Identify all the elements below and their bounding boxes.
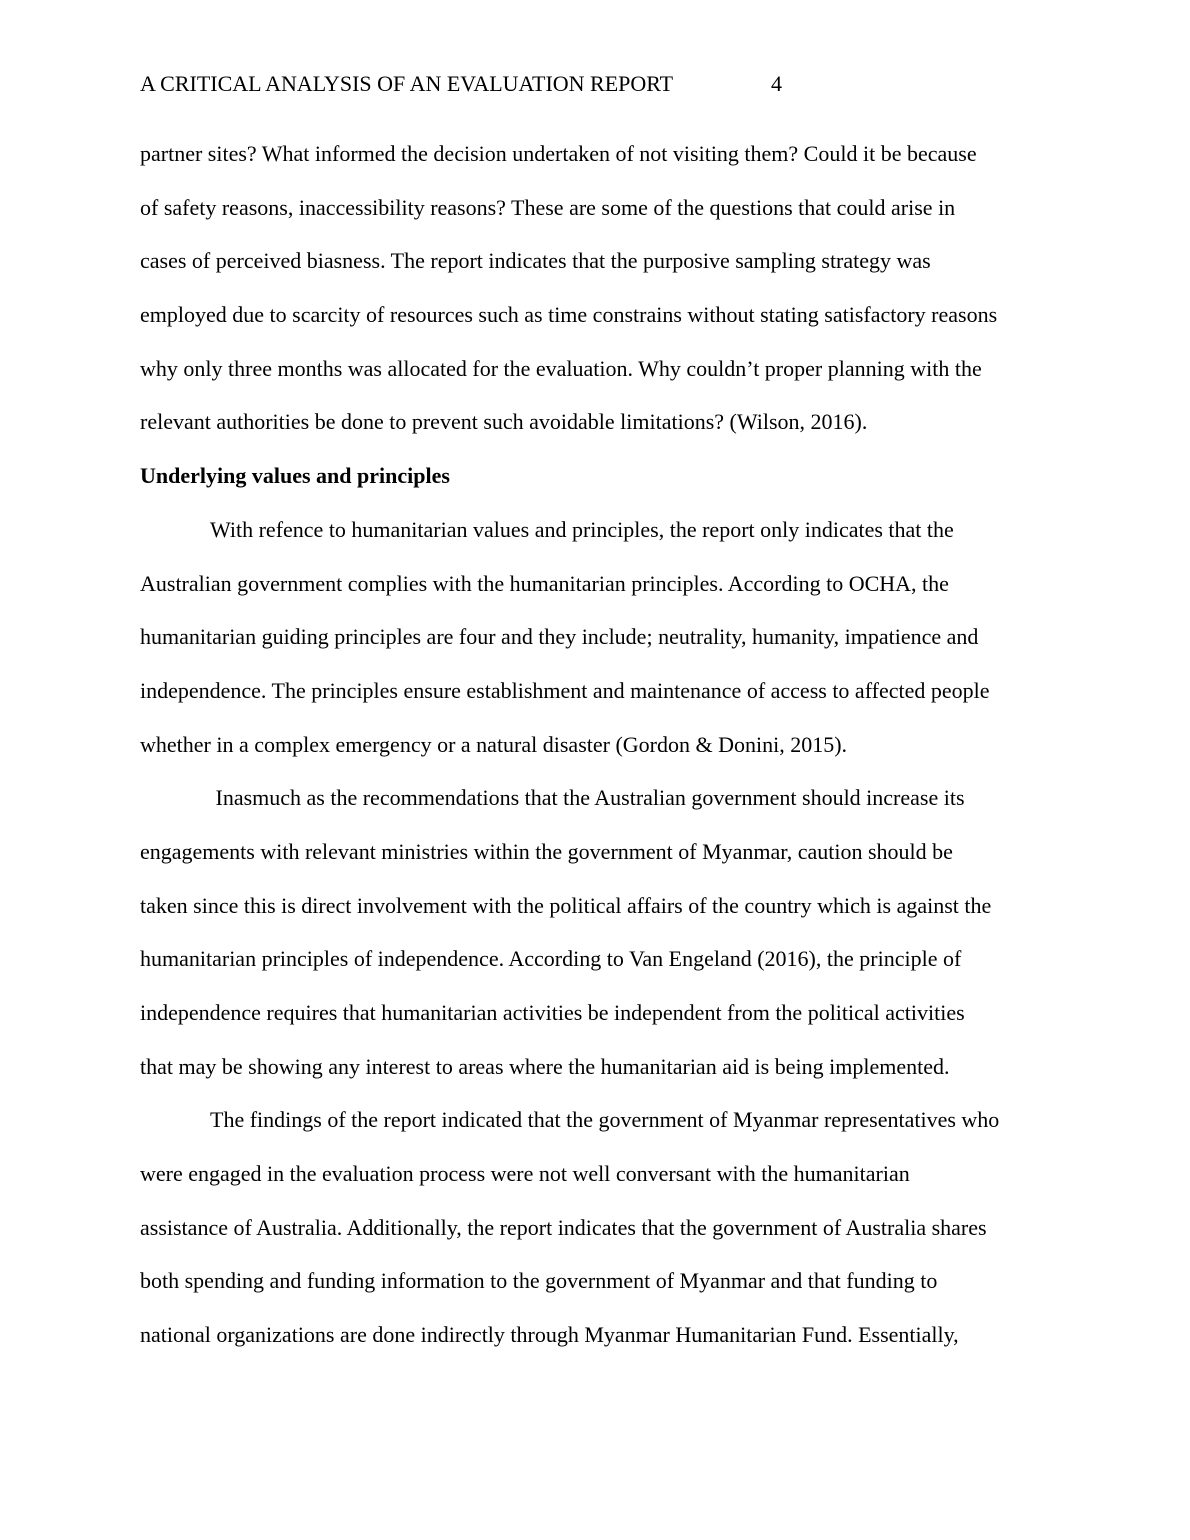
- text-line: partner sites? What informed the decision undertaken of not visiting them? Could it be because: [140, 141, 977, 166]
- running-head: A CRITICAL ANALYSIS OF AN EVALUATION REPORT: [140, 71, 674, 96]
- text-line: assistance of Australia. Additionally, the report indicates that the government of Australia shares: [140, 1214, 987, 1240]
- text-line: employed due to scarcity of resources such as time constrains without stating satisfactory reasons: [140, 302, 998, 328]
- text-line: cases of perceived biasness. The report indicates that the purposive sampling strategy was: [140, 248, 931, 274]
- text-line: both spending and funding information to the government of Myanmar and that funding to: [140, 1268, 938, 1294]
- text-line: whether in a complex emergency or a natural disaster (Gordon & Donini, 2015).: [140, 731, 848, 757]
- paragraph-4: [140, 1093, 1055, 1361]
- text-line: The findings of the report indicated that the government of Myanmar representatives who: [210, 1107, 1000, 1133]
- paragraph-1: [140, 127, 1055, 449]
- text-line: humanitarian guiding principles are four and they include; neutrality, humanity, impatience and: [140, 624, 979, 650]
- text-line: humanitarian principles of independence. According to Van Engeland (2016), the principle of: [140, 946, 962, 972]
- text-line: were engaged in the evaluation process were not well conversant with the humanitarian: [140, 1161, 910, 1187]
- text-line: Inasmuch as the recommendations that the Australian government should increase its: [210, 785, 965, 811]
- page-number: 4: [771, 71, 782, 96]
- paragraph-3: [140, 771, 1055, 1093]
- text-line: national organizations are done indirectly through Myanmar Humanitarian Fund. Essentially,: [140, 1322, 959, 1348]
- text-line: engagements with relevant ministries within the government of Myanmar, caution should be: [140, 838, 953, 864]
- text-line: of safety reasons, inaccessibility reasons? These are some of the questions that could arise in: [140, 194, 956, 220]
- text-line: independence requires that humanitarian activities be independent from the political activities: [140, 1000, 965, 1025]
- text-line: Australian government complies with the humanitarian principles. According to OCHA, the: [140, 570, 949, 596]
- paragraph-2: [140, 503, 1055, 771]
- text-line: relevant authorities be done to prevent such avoidable limitations? (Wilson, 2016).: [140, 409, 868, 435]
- text-line: that may be showing any interest to areas where the humanitarian aid is being implemented.: [140, 1053, 950, 1079]
- text-line: With refence to humanitarian values and principles, the report only indicates that the: [210, 516, 954, 542]
- text-line: taken since this is direct involvement with the political affairs of the country which is against the: [140, 892, 992, 918]
- text-line: why only three months was allocated for the evaluation. Why couldn’t proper planning with the: [140, 355, 982, 381]
- body-text: [140, 127, 1055, 1362]
- text-line: independence. The principles ensure establishment and maintenance of access to affected people: [140, 677, 990, 703]
- section-heading: Underlying values and principles: [140, 463, 450, 489]
